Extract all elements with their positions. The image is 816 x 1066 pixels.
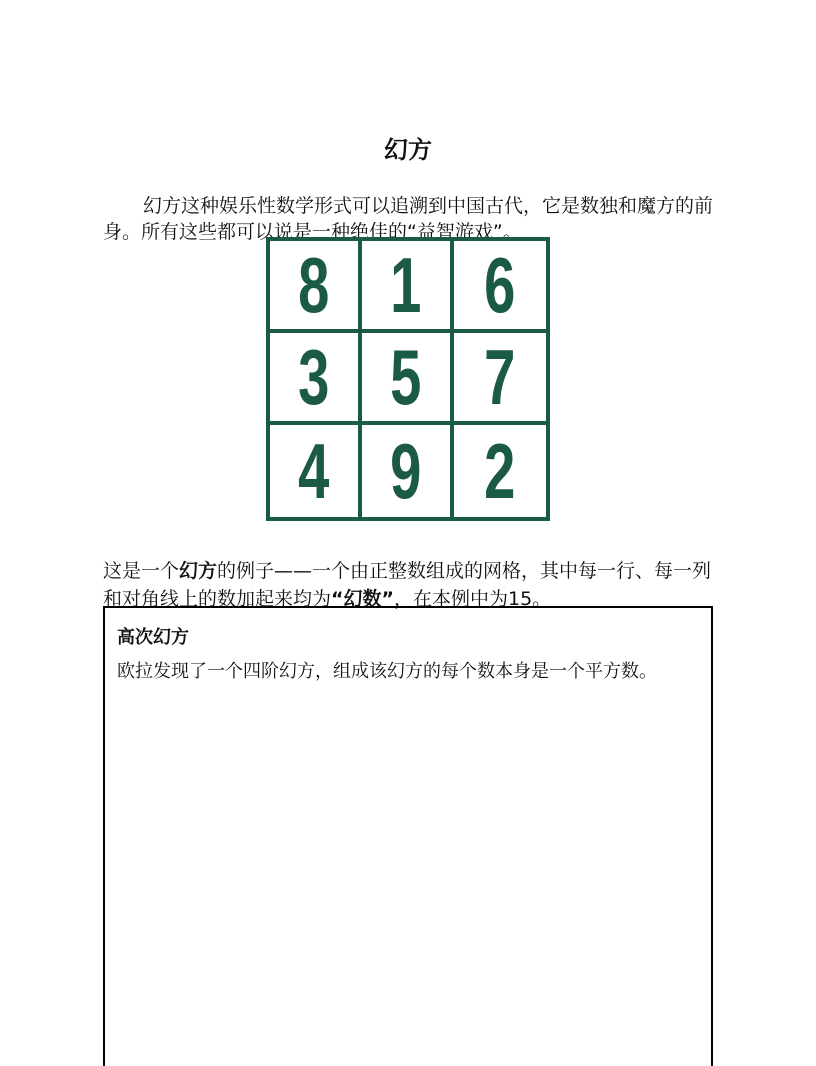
box-title: 高次幻方 [117, 627, 189, 648]
cell-number: 1 [390, 241, 422, 329]
sidebar-box [103, 606, 713, 1066]
magic-square-cell [362, 425, 454, 517]
magic-square-cell [270, 333, 362, 425]
magic-square-cell [454, 241, 546, 333]
box-text: 欧拉发现了一个四阶幻方，组成该幻方的每个数本身是一个平方数。 [117, 661, 657, 682]
cell-number: 4 [298, 427, 330, 515]
magic-square-cell [270, 241, 362, 333]
description-text: ，在本例中为15。 [394, 588, 552, 610]
description-paragraph [103, 557, 713, 613]
magic-square-cell [362, 333, 454, 425]
cell-number: 2 [484, 427, 516, 515]
page-title: 幻方 [384, 136, 432, 165]
cell-number: 5 [390, 333, 422, 421]
magic-square-grid [266, 237, 550, 521]
magic-square-cell [270, 425, 362, 517]
cell-number: 7 [484, 333, 516, 421]
cell-number: 9 [390, 427, 422, 515]
magic-square-cell [362, 241, 454, 333]
description-text: 的例子——一个由正整数组成的网格，其中每一行、每一列和对角线上的数加起来均为 [103, 560, 712, 610]
magic-square-cell [454, 333, 546, 425]
cell-number: 6 [484, 241, 516, 329]
description-text: 这是一个 [103, 560, 180, 582]
magic-number-term: “幻数” [331, 588, 394, 610]
cell-number: 3 [298, 333, 330, 421]
intro-paragraph: 幻方这种娱乐性数学形式可以追溯到中国古代，它是数独和魔方的前身。所有这些都可以说是一种绝佳的“益智游戏”。 [103, 195, 714, 243]
magic-square-cell [454, 425, 546, 517]
cell-number: 8 [298, 241, 330, 329]
magic-square-term: 幻方 [179, 560, 218, 582]
